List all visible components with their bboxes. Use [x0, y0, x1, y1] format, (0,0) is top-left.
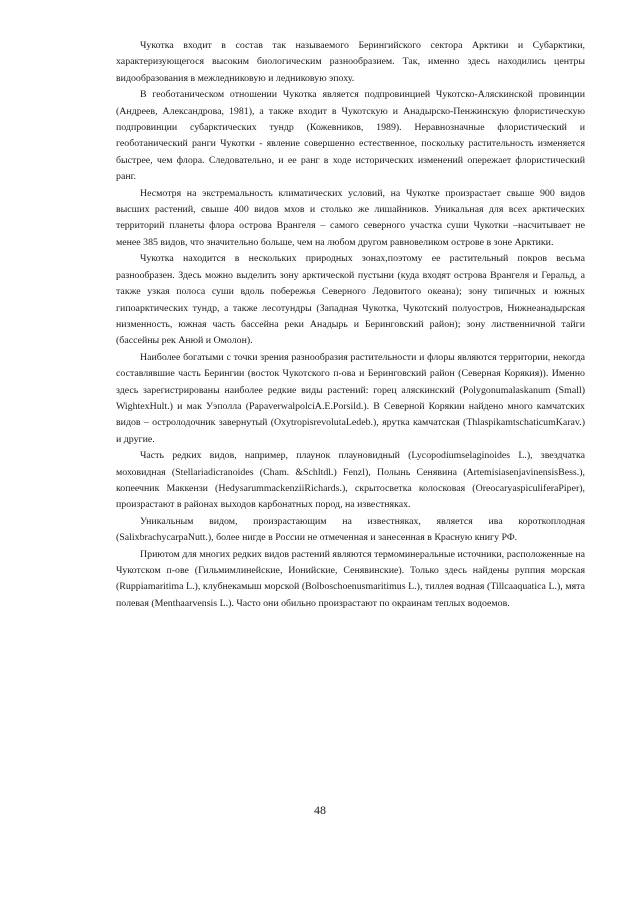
paragraph-8: Приютом для многих редких видов растений являются термоминеральные источники, расположенные на Чукотском п-ове (Гильмимлинейские, Ионийские, Сенявинские). Только здесь найдены руппия морская (Ruppiamaritima L.), клубнекамыш морской (Bolboschoenusmaritimus L.), тиллея водная (Tillcaaquatica L.), мята полевая (Menthaarvensis L.). Часто они обильно произрастают по окраинам теплых водоемов.	[116, 548, 585, 609]
paragraph-6: Часть редких видов, например, плаунок плауновидный (Lycopodiumselaginoides L.), звездчатка моховидная (Stellariadicranoides (Cham. &Schltdl.) Fenzl), Полынь Сенявина (ArtemisiasenjavinensisBess.), копеечник Маккензи (HedysarummackenziiRichards.), скрытосветка колосковая (OreocaryaspiculiferaPiper), произрастают в районах выходов карбонатных пород, на известняках.	[116, 450, 585, 511]
paragraph-5: Наиболее богатыми с точки зрения разнообразия растительности и флоры являются территории, некогда составлявшие часть Берингии (восток Чукотского п-ова и Беринговский район (Северная Корякия)). Именно здесь зарегистрированы наиболее редкие виды растений: горец аляскинский (Polygonumalaskanum (Small) WightexHult.) и мак Уэполла (PapaverwalpolciA.E.Porsild.). В Северной Корякии найдено много камчатских видов – остролодочник завернутый (OxytropisrevolutaLedeb.), ярутка камчатская (ThlaspikamtschaticumKarav.) и другие.	[116, 351, 585, 445]
paragraph-3: Несмотря на экстремальность климатических условий, на Чукотке произрастает свыше 900 видов высших растений, свыше 400 видов мхов и столько же лишайников. Уникальная для всех арктических территорий планеты флора острова Врангеля – самого северного участка суши Чукотки –насчитывает не менее 385 видов, что значительно больше, чем на любом другом равновеликом острове в зоне Арктики.	[116, 187, 585, 248]
document-body	[116, 38, 585, 612]
paragraph-1: Чукотка входит в состав так называемого Берингийского сектора Арктики и Субарктики, характеризующегося высоким биологическим разнообразием. Так, именно здесь находились центры видообразования в межледниковую и ледниковую эпоху.	[116, 40, 585, 84]
paragraph-2: В геоботаническом отношении Чукотка является подпровинцией Чукотско-Аляскинской провинции (Андреев, Александрова, 1981), а также входит в Чукотскую и Анадырско-Пенжинскую флористическую подпровинции субарктических тундр (Кожевников, 1989). Неравнозначные флористический и геоботанический ранги Чукотки - явление совершенно естественное, поскольку растительность изменяется быстрее, чем флора. Следовательно, и ее ранг в ходе исторических изменений опережает флористический ранг.	[116, 89, 585, 183]
page-number: 48	[314, 803, 326, 817]
paragraph-4: Чукотка находится в нескольких природных зонах,поэтому ее растительный покров весьма разнообразен. Здесь можно выделить зону арктической пустыни (куда входят острова Врангеля и Геральд, а также узкая полоса суши вдоль побережья Северного Ледовитого океана); зону типичных и южных гипоарктических тундр, а также лесотундры (Западная Чукотка, Чукотский полуостров, Нижнеанадырская низменность, южная часть бассейна реки Анадырь и Беринговский район); зону лиственничной тайги (бассейны рек Анюй и Омолон).	[116, 253, 585, 347]
paragraph-7: Уникальным видом, произрастающим на известняках, является ива короткоплодная (SalixbrachycarpaNutt.), более нигде в России не отмеченная и занесенная в Красную книгу РФ.	[116, 515, 585, 544]
